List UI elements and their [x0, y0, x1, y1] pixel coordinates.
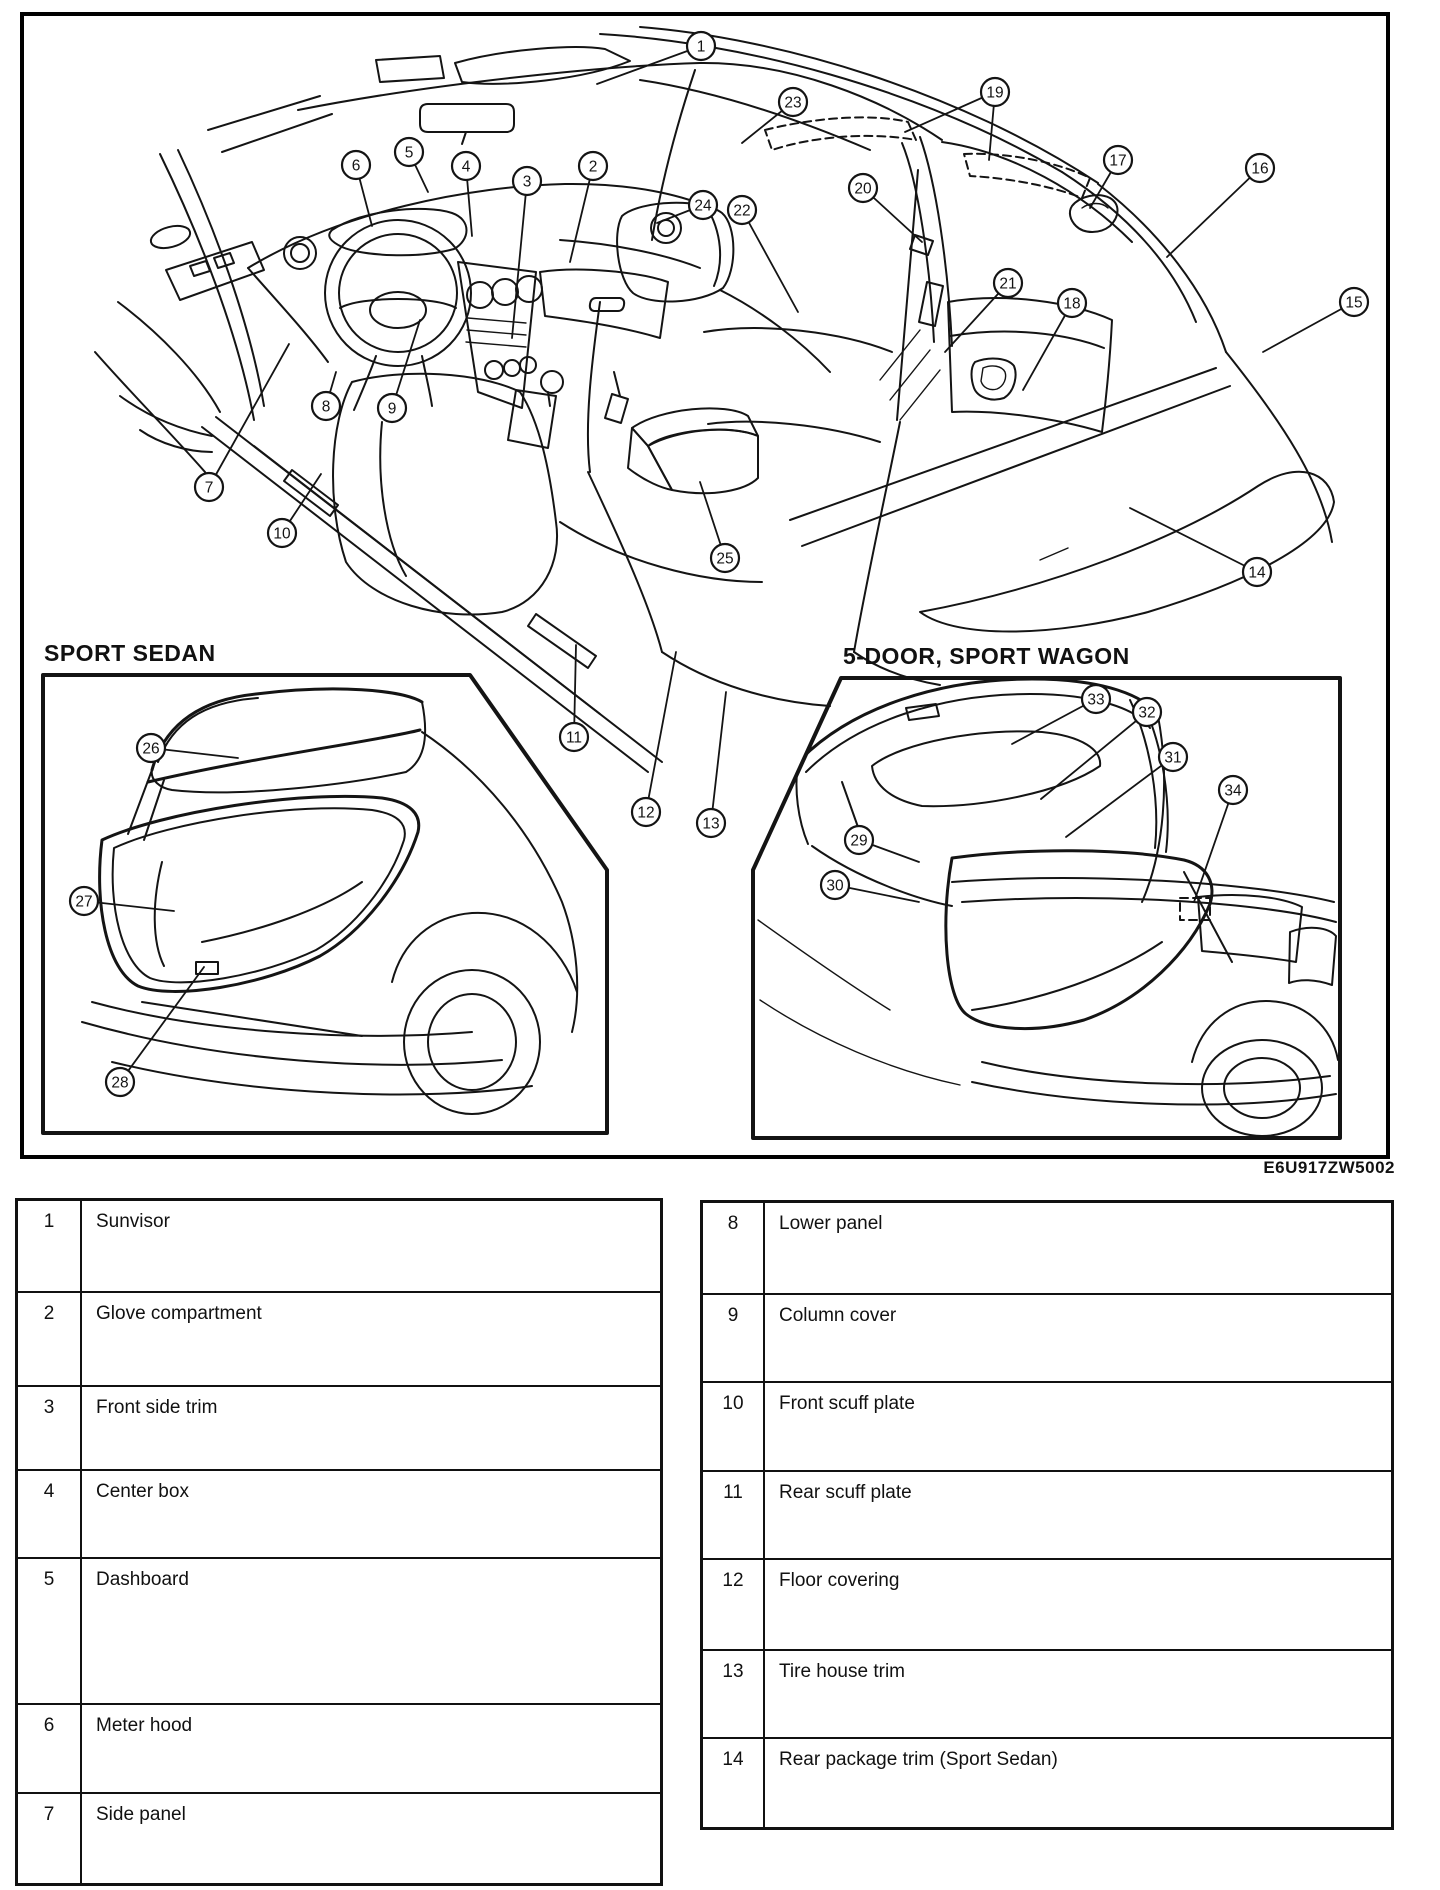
table-row: [703, 1649, 1391, 1737]
callout-26: [137, 734, 238, 762]
callout-8: [312, 372, 340, 420]
svg-text:1: 1: [696, 38, 706, 56]
svg-text:16: 16: [1251, 160, 1269, 178]
parts-table-right: [700, 1200, 1394, 1830]
callout-21: [945, 269, 1022, 352]
callout-3: [512, 167, 541, 338]
callout-30: [821, 871, 919, 902]
svg-text:18: 18: [1063, 295, 1081, 313]
svg-text:29: 29: [850, 832, 868, 850]
svg-text:24: 24: [694, 197, 712, 215]
svg-text:12: 12: [637, 804, 655, 822]
svg-text:33: 33: [1087, 691, 1105, 709]
table-row: [703, 1737, 1391, 1827]
row-label: Side panel: [96, 1804, 186, 1825]
svg-text:7: 7: [204, 479, 214, 497]
table-row: [18, 1557, 660, 1703]
row-label: Front side trim: [96, 1397, 218, 1418]
svg-text:17: 17: [1109, 152, 1127, 170]
callout-22: [728, 196, 798, 312]
row-number: 8: [703, 1203, 765, 1293]
table-row: [703, 1381, 1391, 1470]
parts-table-left: [15, 1198, 663, 1886]
row-number: 13: [703, 1651, 765, 1737]
table-row: [18, 1703, 660, 1792]
sedan-inset-label: SPORT SEDAN: [44, 640, 216, 666]
svg-text:9: 9: [387, 400, 397, 418]
svg-text:5: 5: [404, 144, 414, 162]
row-label: Sunvisor: [96, 1211, 170, 1232]
svg-text:6: 6: [351, 157, 361, 175]
svg-text:25: 25: [716, 550, 734, 568]
callout-13: [697, 692, 726, 837]
svg-text:23: 23: [784, 94, 802, 112]
row-number: 6: [18, 1705, 82, 1792]
row-number: 2: [18, 1293, 82, 1385]
svg-text:4: 4: [461, 158, 471, 176]
row-label: Floor covering: [779, 1570, 900, 1591]
callout-23: [742, 88, 807, 143]
svg-text:30: 30: [826, 877, 844, 895]
interior-illustration: [95, 27, 1334, 772]
row-number: 12: [703, 1560, 765, 1649]
svg-text:31: 31: [1164, 749, 1182, 767]
callout-2: [570, 152, 607, 262]
callout-25: [700, 482, 739, 572]
svg-text:13: 13: [702, 815, 720, 833]
row-number: 11: [703, 1472, 765, 1558]
figure-code: E6U917ZW5002: [1263, 1158, 1395, 1177]
svg-text:34: 34: [1224, 782, 1242, 800]
table-row: [703, 1203, 1391, 1293]
svg-text:28: 28: [111, 1074, 129, 1092]
row-label: Front scuff plate: [779, 1393, 915, 1414]
row-label: Center box: [96, 1481, 189, 1502]
row-label: Meter hood: [96, 1715, 193, 1736]
table-row: [18, 1469, 660, 1557]
callout-layer: [70, 32, 1368, 1096]
row-label: Column cover: [779, 1305, 897, 1326]
table-row: [18, 1201, 660, 1291]
row-label: Rear package trim (Sport Sedan): [779, 1749, 1058, 1770]
svg-text:21: 21: [999, 275, 1017, 293]
svg-text:27: 27: [75, 893, 93, 911]
row-number: 3: [18, 1387, 82, 1469]
svg-text:20: 20: [854, 180, 872, 198]
wagon-inset-label: 5-DOOR, SPORT WAGON: [843, 643, 1130, 669]
callout-20: [849, 174, 922, 242]
callout-16: [1167, 154, 1274, 257]
row-number: 1: [18, 1201, 82, 1291]
svg-text:32: 32: [1138, 704, 1156, 722]
svg-text:19: 19: [986, 84, 1004, 102]
table-row: [18, 1385, 660, 1469]
row-label: Lower panel: [779, 1213, 883, 1234]
callout-9: [378, 320, 420, 422]
svg-text:11: 11: [565, 729, 583, 747]
svg-text:8: 8: [321, 398, 331, 416]
table-row: [703, 1470, 1391, 1558]
svg-text:2: 2: [588, 158, 598, 176]
svg-text:3: 3: [522, 173, 532, 191]
table-row: [18, 1291, 660, 1385]
row-number: 5: [18, 1559, 82, 1703]
callout-5: [395, 138, 428, 192]
row-label: Tire house trim: [779, 1661, 905, 1682]
callout-12: [632, 652, 676, 826]
svg-text:26: 26: [142, 740, 160, 758]
row-label: Glove compartment: [96, 1303, 262, 1324]
row-number: 7: [18, 1794, 82, 1883]
row-number: 10: [703, 1383, 765, 1470]
svg-text:15: 15: [1345, 294, 1363, 312]
svg-text:10: 10: [273, 525, 291, 543]
callout-29: [845, 826, 919, 862]
callout-15: [1263, 288, 1368, 352]
svg-text:14: 14: [1248, 564, 1266, 582]
callout-27: [70, 887, 174, 915]
wagon-liftgate-illustration: [758, 679, 1338, 1136]
svg-text:22: 22: [733, 202, 751, 220]
table-row: [703, 1293, 1391, 1381]
row-number: 9: [703, 1295, 765, 1381]
table-row: [703, 1558, 1391, 1649]
row-label: Dashboard: [96, 1569, 189, 1590]
row-number: 14: [703, 1739, 765, 1827]
row-number: 4: [18, 1471, 82, 1557]
callout-31: [1066, 743, 1187, 837]
callout-11: [560, 645, 588, 751]
row-label: Rear scuff plate: [779, 1482, 912, 1503]
table-row: [18, 1792, 660, 1883]
callout-24: [657, 191, 717, 223]
